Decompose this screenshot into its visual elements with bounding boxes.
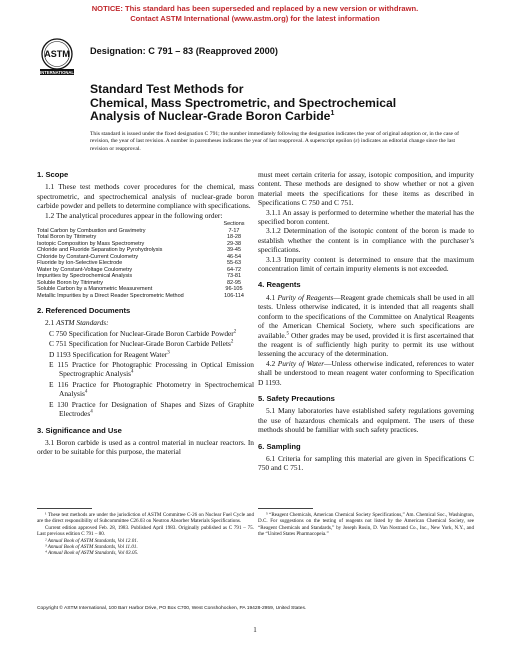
paragraph-3-1-2: 3.1.2 Determination of the isotopic content of the boron is made to establish whether the content is in compliance with the purchaser’s specifications.	[258, 226, 474, 255]
table-row: Total Carbon by Combustion and Gravimetry 7-17	[37, 227, 240, 234]
svg-text:ASTM: ASTM	[44, 49, 70, 59]
paragraph-2-1: 2.1 ASTM Standards:	[45, 318, 109, 328]
right-column	[258, 170, 474, 473]
supersede-notice	[0, 4, 510, 24]
table-row: Chloride by Constant-Current Coulometry 46-54	[37, 253, 242, 260]
left-column	[37, 170, 254, 457]
table-row: Isotopic Composition by Mass Spectrometry 29-38	[37, 240, 242, 247]
table-row: Total Boron by Titrimetry 18-28	[37, 234, 242, 241]
notice-line-2: Contact ASTM International (www.astm.org) for the latest information	[130, 14, 380, 23]
section-heading-safety: 5. Safety Precautions	[258, 393, 335, 403]
reference-item: E 116 Practice for Photographic Photometry in Spectrochemical Analysis$^4$	[49, 379, 254, 399]
paragraph-3-1-1: 3.1.1 An assay is performed to determine whether the material has the specified boron content.	[258, 207, 474, 227]
paragraph-6-1: 6.1 Criteria for sampling this material are given in Specifications C 750 and C 751.	[258, 453, 474, 473]
table-header-sections: Sections	[223, 221, 245, 228]
footnote: ² Annual Book of ASTM Standards, Vol 12.01.	[45, 537, 139, 544]
table-row: Water by Constant-Voltage Coulometry 64-72	[37, 266, 242, 273]
section-heading-sampling: 6. Sampling	[258, 441, 301, 451]
footnote: ¹ These test methods are under the jurisdiction of ASTM Committee C-26 on Nuclear Fuel Cycle and are the direct responsibility of Subcommittee C26.03 on Neutron Absorber Materials Specifications.	[37, 512, 254, 525]
astm-logo-icon	[37, 37, 77, 77]
footnotes-left	[37, 512, 254, 557]
page-number: 1	[253, 626, 257, 634]
reference-item: D 1193 Specification for Reagent Water$^3$	[49, 349, 170, 359]
copyright-footer: Copyright © ASTM International, 100 Barr Harbor Drive, PO Box C700, West Conshohocken, PA 19428-2959, United States.	[37, 606, 307, 611]
section-heading-referenced-documents: 2. Referenced Documents	[37, 306, 131, 316]
reference-item: C 751 Specification for Nuclear-Grade Boron Carbide Pellets$^2$	[49, 339, 234, 349]
paragraph-4-2: 4.2 Purity of Water—Unless otherwise indicated, references to water shall be understood to mean reagent water conforming to Specification D 1193.	[258, 358, 474, 387]
table-row: Metallic Impurities by a Direct Reader Spectrometric Method 106-114	[37, 292, 244, 299]
designation: Designation: C 791 – 83 (Reapproved 2000)	[90, 46, 278, 56]
table-row: Soluble Carbon by a Manometric Measurement 96-105	[37, 286, 243, 293]
table-row: Soluble Boron by Titrimetry 82-95	[37, 279, 242, 286]
paragraph-3-1-3: 3.1.3 Impurity content is determined to ensure that the maximum concentration limit of certain impurity elements is not exceeded.	[258, 254, 474, 274]
reference-item: E 130 Practice for Designation of Shapes and Sizes of Graphite Electrodes$^4$	[49, 399, 254, 419]
paragraph-1-1: 1.1 These test methods cover procedures for the chemical, mass spectrometric, and spectrochemical analysis of nuclear-grade boron carbide powder and pellets to determine compliance with specifications.	[37, 182, 254, 211]
footnote: ⁴ Annual Book of ASTM Standards, Vol 03.05.	[45, 550, 139, 557]
footnotes-right	[258, 512, 474, 538]
reference-item: E 115 Practice for Photographic Processing in Optical Emission Spectrographic Analysis$^4$	[49, 360, 254, 379]
section-heading-scope: 1. Scope	[37, 170, 69, 179]
title-footnote-ref: 1	[330, 109, 335, 117]
footnote: ³ Annual Book of ASTM Standards, Vol 11.01.	[45, 544, 138, 551]
paragraph-5-1: 5.1 Many laboratories have established safety regulations governing the use of hazardous chemicals and equipment. The users of these methods should be familiar with such safety practices.	[258, 406, 474, 435]
table-row: Fluoride by Ion-Selective Electrode 55-63	[37, 260, 242, 267]
paragraph-4-1: 4.1 Purity of Reagents—Reagent grade chemicals shall be used in all tests. Unless otherwise indicated, it is intended that all reagents shall conform to the specifications of the Committee on Analytical Reagents of the American Chemical Society, where such specifications are available.$^5$ Other grades may be used, provided it is first ascertained that the reagent is of sufficiently high purity to permit its use without lessening the accuracy of the determination.	[258, 292, 474, 359]
footnote-rule-left	[37, 508, 92, 509]
footnote: Current edition approved Feb. 28, 1983. Published April 1983. Originally published as C 791 – 75. Last previous edition C 791 – 80.	[37, 524, 254, 538]
footnote: ⁵ “Reagent Chemicals, American Chemical Society Specifications,” Am. Chemical Soc., Washington, D.C. For suggestions on the testing of reagents not listed by the American Chemical Society, see “Reagent Chemicals and Standards,” by Joseph Rosin, D. Van Nostrand Co., Inc., New York, N.Y., and the “United States Pharmacopeia.”	[258, 512, 474, 538]
footnote-rule-right	[258, 508, 313, 509]
section-heading-reagents: 4. Reagents	[258, 280, 301, 290]
title-line-3: Analysis of Nuclear-Grade Boron Carbide$^1$	[90, 109, 335, 123]
logo-text: INTERNATIONAL	[40, 70, 74, 75]
title-line-1: Standard Test Methods for	[90, 82, 244, 96]
notice-line-1: NOTICE: This standard has been superseded and replaced by a new version or withdrawn.	[91, 4, 419, 13]
intro-note: This standard is issued under the fixed designation C 791; the number immediately following the designation indicates the year of original adoption or, in the case of revision, the year of last revision. A number in parentheses indicates the year of last reapproval. A superscript epsilon (ε) indicates an editorial change since the last revision or reapproval.	[90, 131, 460, 152]
table-row: Impurities by Spectrochemical Analysis 73-81	[37, 273, 242, 280]
document-title	[90, 83, 470, 124]
paragraph-1-2: 1.2 The analytical procedures appear in the following order:	[45, 210, 223, 220]
paragraph-3-1: 3.1 Boron carbide is used as a control material in nuclear reactors. In order to be suitable for this purpose, the material	[37, 437, 254, 457]
procedures-table	[37, 221, 254, 299]
table-row: Chloride and Fluoride Separation by Pyrohydrolysis 39-45	[37, 247, 242, 254]
paragraph-3-1-continued: must meet certain criteria for assay, isotopic composition, and impurity content. These methods are designed to show whether or not a given material meets the specifications for these items as described in Specifications C 750 and C 751.	[258, 170, 474, 208]
reference-item: C 750 Specification for Nuclear-Grade Boron Carbide Powder$^2$	[49, 328, 237, 338]
title-line-2: Chemical, Mass Spectrometric, and Spectrochemical	[90, 95, 397, 110]
section-heading-significance: 3. Significance and Use	[37, 425, 122, 435]
